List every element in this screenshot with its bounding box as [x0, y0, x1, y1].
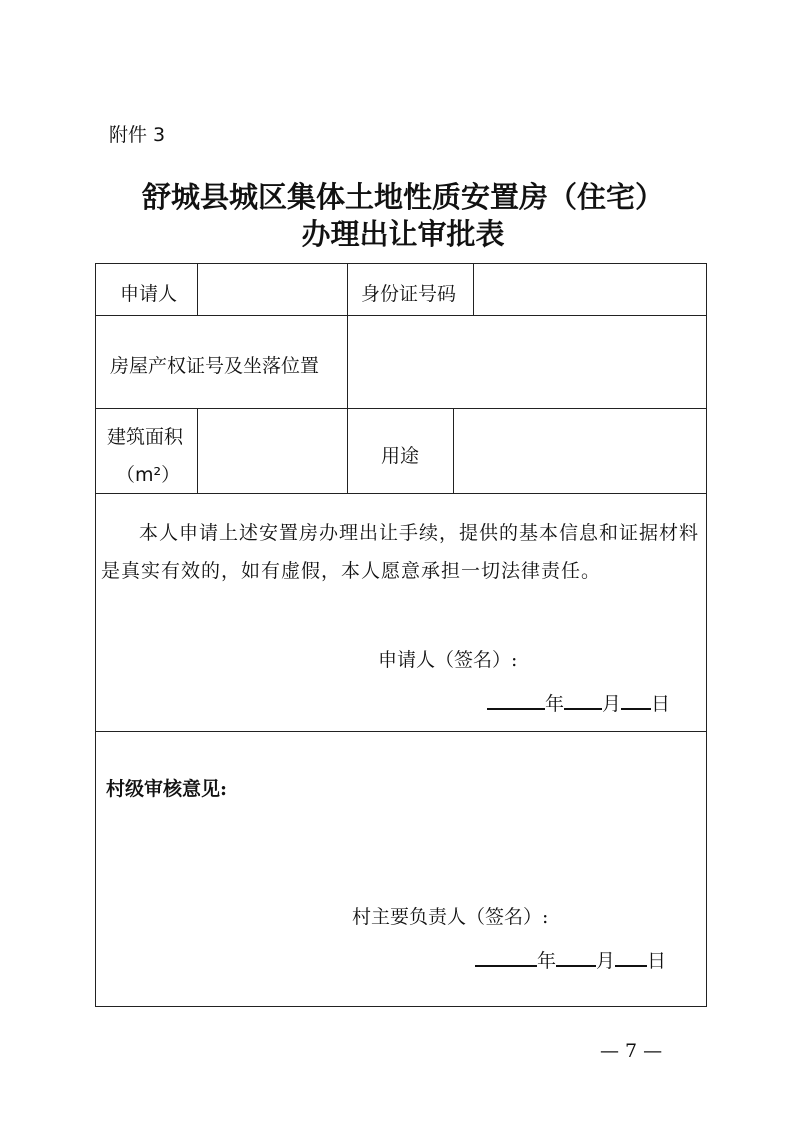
area-value-cell[interactable] — [197, 408, 348, 494]
declaration-line2: 是真实有效的，如有虚假，本人愿意承担一切法律责任。 — [101, 560, 602, 582]
village-month-blank[interactable] — [556, 945, 596, 967]
year-label: 年 — [545, 693, 565, 715]
village-day-blank[interactable] — [615, 945, 647, 967]
village-month-label: 月 — [596, 950, 616, 972]
area-label-line1: 建筑面积 — [107, 426, 184, 448]
property-value-cell[interactable] — [347, 315, 707, 409]
property-label: 房屋产权证号及坐落位置 — [110, 355, 320, 377]
applicant-date — [487, 688, 670, 716]
attachment-label: 附件 3 — [109, 124, 166, 146]
page-number: — 7 — — [600, 1040, 663, 1062]
applicant-value-cell[interactable] — [197, 263, 348, 316]
day-blank[interactable] — [621, 688, 651, 710]
declaration-line1: 本人申请上述安置房办理出让手续，提供的基本信息和证据材料 — [139, 522, 700, 544]
day-label: 日 — [651, 693, 671, 715]
id-number-label: 身份证号码 — [361, 283, 457, 305]
area-label-line2: （m²） — [116, 464, 181, 486]
year-blank[interactable] — [487, 688, 545, 710]
village-review-label: 村级审核意见: — [106, 778, 228, 800]
usage-value-cell[interactable] — [453, 408, 707, 494]
page-title-line1: 舒城县城区集体土地性质安置房（住宅） — [141, 180, 664, 214]
village-signature-label: 村主要负责人（签名）: — [352, 906, 549, 928]
village-year-label: 年 — [537, 950, 557, 972]
month-blank[interactable] — [564, 688, 602, 710]
applicant-label: 申请人 — [120, 283, 178, 305]
month-label: 月 — [602, 693, 622, 715]
page-title-line2: 办理出让审批表 — [301, 217, 505, 251]
village-day-label: 日 — [647, 950, 667, 972]
village-date — [475, 945, 666, 973]
village-year-blank[interactable] — [475, 945, 537, 967]
usage-label: 用途 — [381, 445, 420, 467]
applicant-signature-label: 申请人（签名）: — [378, 649, 518, 671]
id-number-value-cell[interactable] — [473, 263, 707, 316]
